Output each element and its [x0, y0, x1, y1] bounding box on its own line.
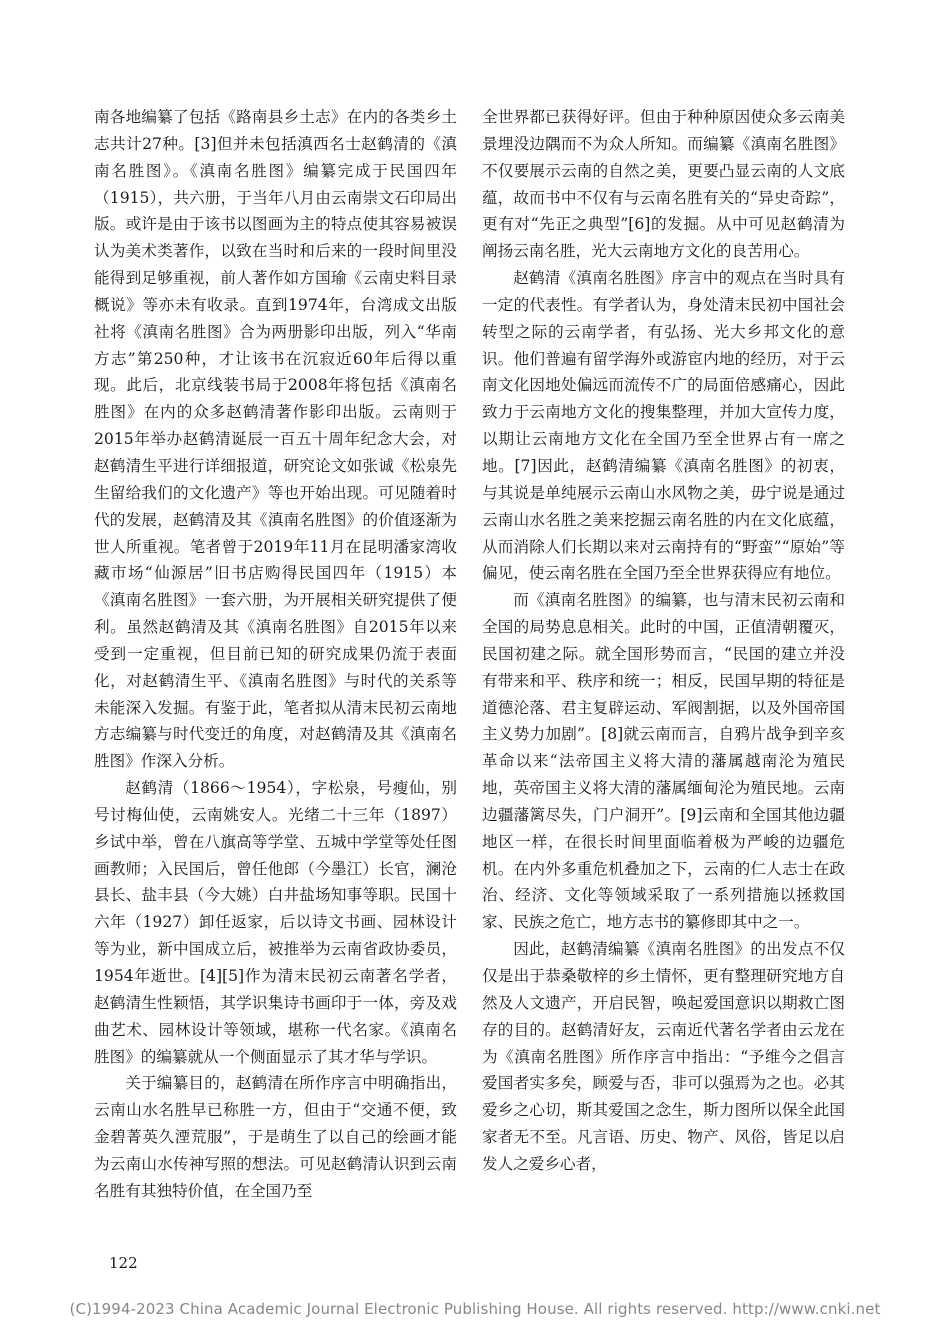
page-number: 122 — [109, 1254, 138, 1272]
left-column — [94, 104, 457, 1205]
paragraph-national-situation: 而《滇南名胜图》的编纂，也与清末民初云南和全国的局势息息相关。此时的中国，正值清朝覆灭，民国初建之际。就全国形势而言，“民国的建立并没有带来和平、秩序和统一；相反，民国早期的特征是道德沦落、君主复辟运动、军阀割据，以及外国帝国主义势力加剧”。[8]就云南而言，自鸦片战争到辛亥革命以来“法帝国主义将大清的藩属越南沦为殖民地，英帝国主义将大清的藩属缅甸沦为殖民地。云南边疆藩篱尽失，门户洞开”。[9]云南和全国其他边疆地区一样，在很长时间里面临着极为严峻的边疆危机。在内外多重危机叠加之下，云南的仁人志士在政治、经济、文化等领域采取了一系列措施以拯救国家、民族之危亡，地方志书的纂修即其中之一。 — [482, 591, 845, 932]
paragraph-compilation-purpose: 关于编纂目的，赵鹤清在所作序言中明确指出，云南山水名胜早已称胜一方，但由于“交通不便，致金碧菁英久湮荒服”，于是萌生了以自己的绘画才能为云南山水传神写照的想法。可见赵鹤清认识到云南名胜有其独特价值，在全国乃至 — [94, 1074, 457, 1200]
paragraph-patriotism: 因此，赵鹤清编纂《滇南名胜图》的出发点不仅仅是出于恭桑敬梓的乡土情怀，更有整理研究地方自然及人文遗产，开启民智，唤起爱国意识以期救亡图存的目的。赵鹤清好友，云南近代著名学者由云龙在为《滇南名胜图》所作序言中指出：“予维今之倡言爱国者实多矣，顾爱与否，非可以强焉为之也。必其爱乡之心切，斯其爱国之念生，斯力图所以保全此国家者无不至。凡言语、历史、物产、风俗，皆足以启发人之爱乡心者， — [482, 940, 845, 1173]
paragraph-biography: 赵鹤清（1866～1954），字松泉，号瘦仙，别号讨梅仙使，云南姚安人。光绪二十三年（1897）乡试中举，曾在八旗高等学堂、五城中学堂等处任图画教师；入民国后，曾任他郎（今墨江）长官，澜沧县长、盐丰县（今大姚）白井盐场知事等职。民国十六年（1927）卸任返家，后以诗文书画、园林设计等为业，新中国成立后，被推举为云南省政协委员，1954年逝世。[4][5]作为清末民初云南著名学者，赵鹤清生性颖悟，其学识集诗书画印于一体，旁及戏曲艺术、园林设计等领域，堪称一代名家。《滇南名胜图》的编纂就从一个侧面显示了其才华与学识。 — [94, 779, 457, 1066]
paragraph-continuation: 南各地编纂了包括《路南县乡土志》在内的各类乡土志共计27种。[3]但并未包括滇西名士赵鹤清的《滇南名胜图》。《滇南名胜图》编纂完成于民国四年（1915），共六册，于当年八月由云南崇文石印局出版。或许是由于该书以图画为主的特点使其容易被误认为美术类著作，以致在当时和后来的一段时间里没能得到足够重视，前人著作如方国瑜《云南史料目录概说》等亦未有收录。直到1974年，台湾成文出版社将《滇南名胜图》合为两册影印出版，列入“华南方志”第250种，才让该书在沉寂近60年后得以重现。此后，北京线装书局于2008年将包括《滇南名胜图》在内的众多赵鹤清著作影印出版。云南则于2015年举办赵鹤清诞辰一百五十周年纪念大会，对赵鹤清生平进行详细报道，研究论文如张诚《松泉先生留给我们的文化遗产》等也开始出现。可见随着时代的发展，赵鹤清及其《滇南名胜图》的价值逐渐为世人所重视。笔者曾于2019年11月在昆明潘家湾收藏市场“仙源居”旧书店购得民国四年（1915）本《滇南名胜图》一套六册，为开展相关研究提供了便利。虽然赵鹤清及其《滇南名胜图》自2015年以来受到一定重视，但目前已知的研究成果仍流于表面化，对赵鹤清生平、《滇南名胜图》与时代的关系等未能深入发掘。有鉴于此，笔者拟从清末民初云南地方志编纂与时代变迁的角度，对赵鹤清及其《滇南名胜图》作深入分析。 — [94, 108, 457, 771]
paragraph-continuation-right: 全世界都已获得好评。但由于种种原因使众多云南美景埋没边隅而不为众人所知。而编纂《滇南名胜图》不仅要展示云南的自然之美，更要凸显云南的人文底蕴，故而书中不仅有与云南名胜有关的“异史奇踪”，更有对“先正之典型”[6]的发掘。从中可见赵鹤清为阐扬云南名胜，光大云南地方文化的良苦用心。 — [482, 108, 845, 261]
copyright-footer: (C)1994-2023 China Academic Journal Electronic Publishing House. All rights reserved. http://www.cnki.net — [69, 1300, 881, 1318]
paragraph-preface-views: 赵鹤清《滇南名胜图》序言中的观点在当时具有一定的代表性。有学者认为，身处清末民初中国社会转型之际的云南学者，有弘扬、光大乡邦文化的意识。他们普遍有留学海外或游宦内地的经历，对于云南文化因地处偏远而流传不广的局面倍感痛心，因此致力于云南地方文化的搜集整理，并加大宣传力度，以期让云南地方文化在全国乃至全世界占有一席之地。[7]因此，赵鹤清编纂《滇南名胜图》的初衷，与其说是单纯展示云南山水风物之美，毋宁说是通过云南山水名胜之美来挖掘云南名胜的内在文化底蕴，从而消除人们长期以来对云南持有的“野蛮”“原始”等偏见，使云南名胜在全国乃至全世界获得应有地位。 — [482, 269, 845, 583]
right-column — [482, 104, 845, 1178]
